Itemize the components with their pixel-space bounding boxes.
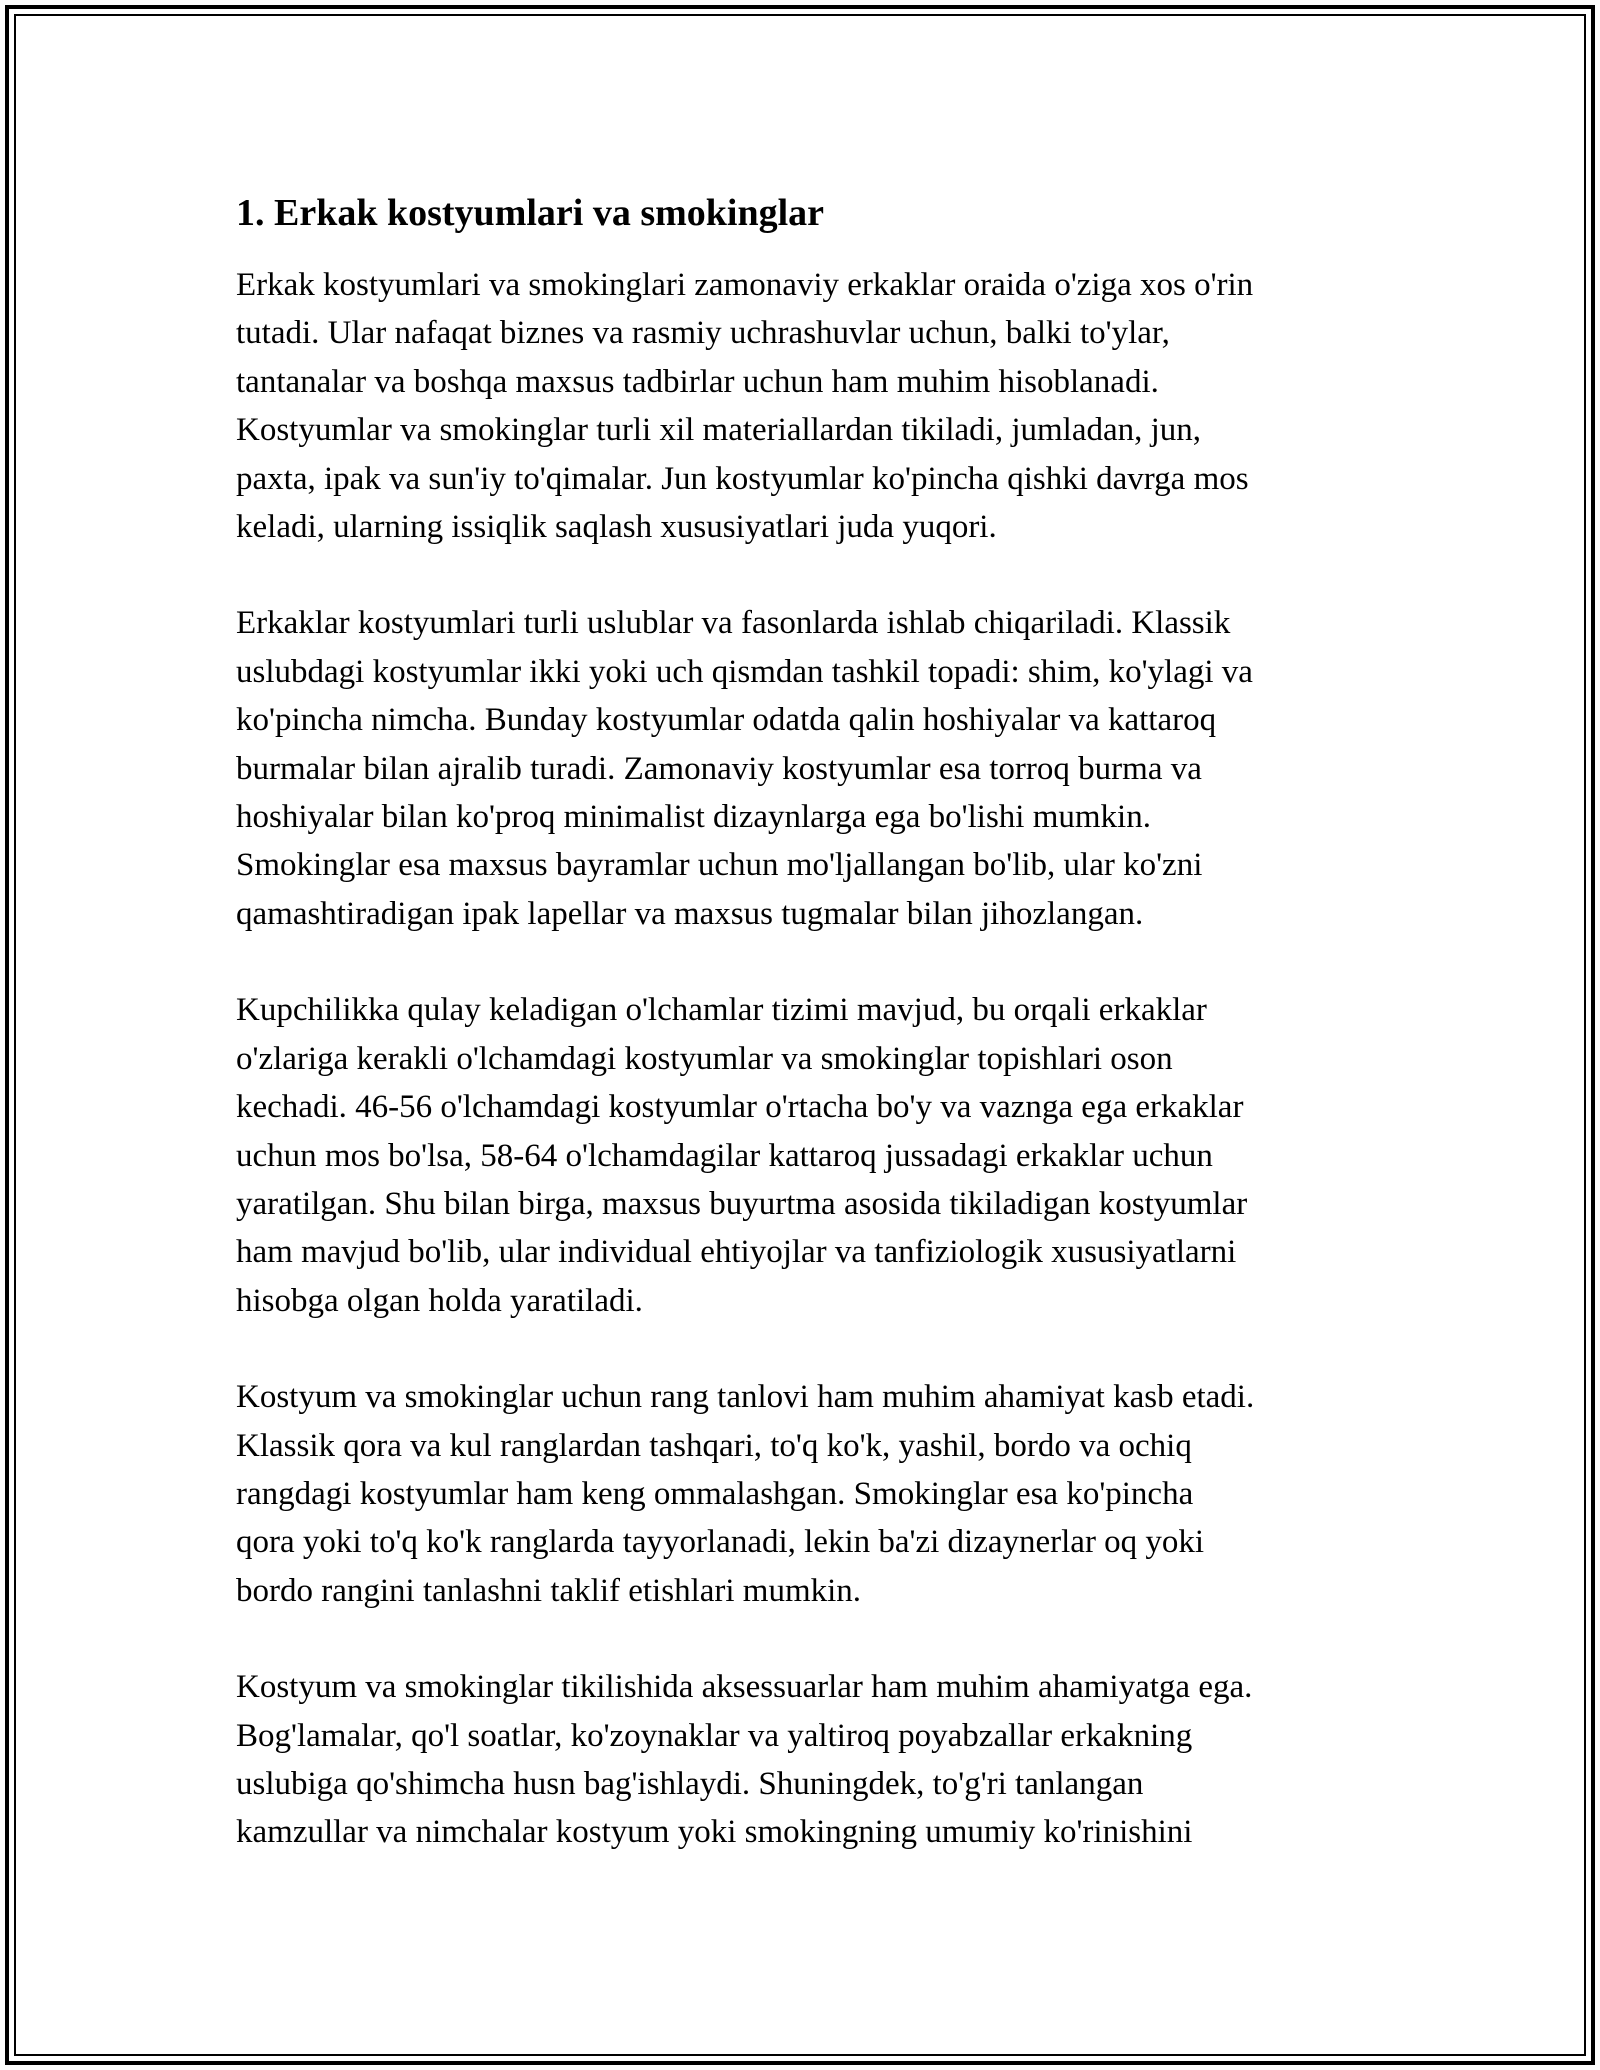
text-line: hisobga olgan holda yaratiladi. [236, 1282, 643, 1319]
text-line: tutadi. Ular nafaqat biznes va rasmiy uchrashuvlar uchun, balki to'ylar, [236, 315, 1170, 352]
text-line: kechadi. 46-56 o'lchamdagi kostyumlar o'rtacha bo'y va vaznga ega erkaklar [236, 1089, 1244, 1126]
text-line: rangdagi kostyumlar ham keng ommalashgan. Smokinglar esa ko'pincha [236, 1475, 1194, 1512]
paragraph-4 [236, 1373, 1376, 1615]
paragraph-2 [236, 599, 1376, 938]
text-line: uchun mos bo'lsa, 58-64 o'lchamdagilar kattaroq jussadagi erkaklar uchun [236, 1137, 1213, 1174]
text-line: ham mavjud bo'lib, ular individual ehtiyojlar va tanfiziologik xususiyatlarni [236, 1234, 1237, 1271]
text-line: qamashtiradigan ipak lapellar va maxsus tugmalar bilan jihozlangan. [236, 895, 1144, 932]
text-line: uslubdagi kostyumlar ikki yoki uch qismdan tashkil topadi: shim, ko'ylagi va [236, 653, 1253, 690]
text-line: Kupchilikka qulay keladigan o'lchamlar tizimi mavjud, bu orqali erkaklar [236, 992, 1207, 1029]
paragraph-3 [236, 986, 1376, 1325]
text-line: tantanalar va boshqa maxsus tadbirlar uchun ham muhim hisoblanadi. [236, 363, 1159, 400]
text-line: qora yoki to'q ko'k ranglarda tayyorlanadi, lekin ba'zi dizaynerlar oq yoki [236, 1524, 1205, 1561]
text-line: yaratilgan. Shu bilan birga, maxsus buyurtma asosida tikiladigan kostyumlar [236, 1185, 1248, 1222]
text-line: paxta, ipak va sun'iy to'qimalar. Jun kostyumlar ko'pincha qishki davrga mos [236, 460, 1249, 497]
text-line: Kostyum va smokinglar uchun rang tanlovi ham muhim ahamiyat kasb etadi. [236, 1379, 1255, 1416]
text-line: hoshiyalar bilan ko'proq minimalist dizaynlarga ega bo'lishi mumkin. [236, 799, 1151, 836]
text-line: Bog'lamalar, qo'l soatlar, ko'zoynaklar va yaltiroq poyabzallar erkakning [236, 1717, 1193, 1754]
text-line: Smokinglar esa maxsus bayramlar uchun mo'ljallangan bo'lib, ular ko'zni [236, 847, 1203, 884]
text-line: bordo rangini tanlashni taklif etishlari mumkin. [236, 1572, 862, 1609]
text-line: uslubiga qo'shimcha husn bag'ishlaydi. Shuningdek, to'g'ri tanlangan [236, 1765, 1144, 1802]
text-line: keladi, ularning issiqlik saqlash xususiyatlari juda yuqori. [236, 509, 997, 546]
paragraph-1 [236, 261, 1376, 551]
paragraph-5 [236, 1663, 1376, 1857]
text-line: Klassik qora va kul ranglardan tashqari, to'q ko'k, yashil, bordo va ochiq [236, 1427, 1192, 1464]
text-line: ko'pincha nimcha. Bunday kostyumlar odatda qalin hoshiyalar va kattaroq [236, 702, 1217, 739]
text-line: burmalar bilan ajralib turadi. Zamonaviy kostyumlar esa torroq burma va [236, 750, 1202, 787]
text-line: Kostyum va smokinglar tikilishida aksessuarlar ham muhim ahamiyatga ega. [236, 1669, 1253, 1706]
text-line: o'zlariga kerakli o'lchamdagi kostyumlar va smokinglar topishlari oson [236, 1040, 1173, 1077]
section-heading: 1. Erkak kostyumlari va smokinglar [236, 192, 825, 234]
text-line: Erkaklar kostyumlari turli uslublar va fasonlarda ishlab chiqariladi. Klassik [236, 605, 1231, 642]
text-line: Kostyumlar va smokinglar turli xil materiallardan tikiladi, jumladan, jun, [236, 412, 1202, 449]
document-body [236, 185, 1376, 1905]
text-line: Erkak kostyumlari va smokinglari zamonaviy erkaklar oraida o'ziga xos o'rin [236, 267, 1254, 303]
text-line: kamzullar va nimchalar kostyum yoki smokingning umumiy ko'rinishini [236, 1814, 1193, 1851]
